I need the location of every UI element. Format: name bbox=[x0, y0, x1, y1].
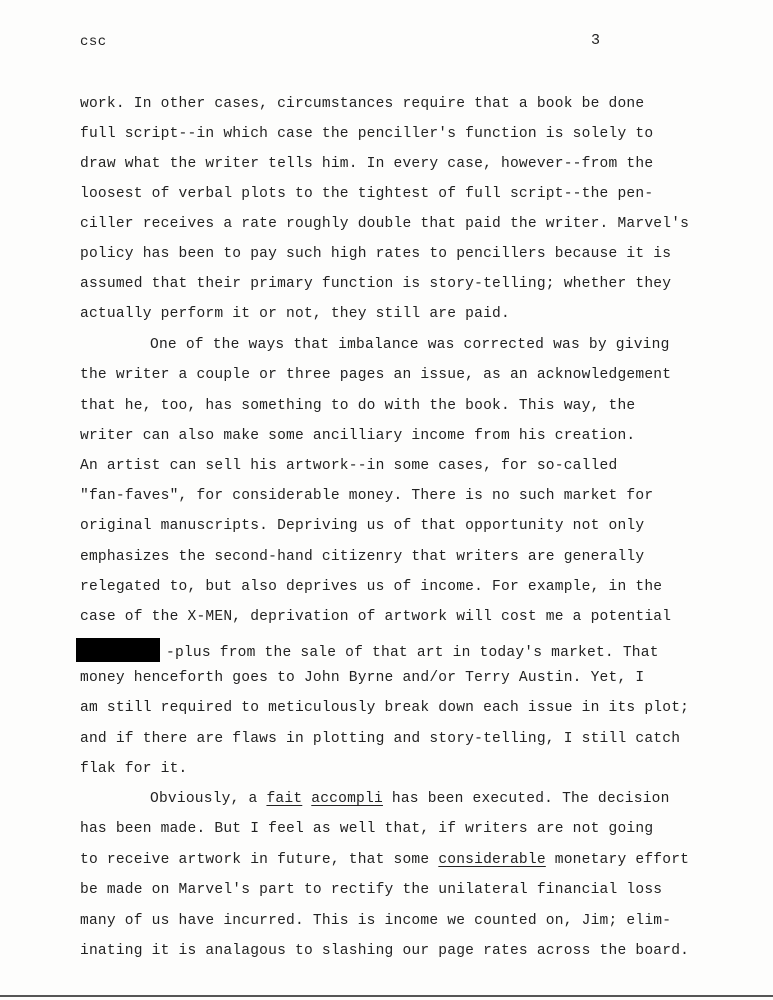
text-line: and if there are flaws in plotting and story-telling, I still catch bbox=[80, 731, 681, 747]
text-line: original manuscripts. Depriving us of that opportunity not only bbox=[80, 518, 645, 534]
text-line bbox=[80, 851, 689, 869]
text-fragment bbox=[302, 791, 311, 807]
text-line: full script--in which case the penciller's function is solely to bbox=[80, 126, 654, 142]
text-line: assumed that their primary function is story-telling; whether they bbox=[80, 276, 672, 292]
text-line: work. In other cases, circumstances require that a book be done bbox=[80, 96, 645, 112]
underlined-text: fait bbox=[266, 791, 303, 807]
text-line: actually perform it or not, they still are paid. bbox=[80, 306, 510, 322]
text-line: case of the X-MEN, deprivation of artwork will cost me a potential bbox=[80, 609, 672, 625]
text-line: the writer a couple or three pages an issue, as an acknowledgement bbox=[80, 367, 672, 383]
text-line: relegated to, but also deprives us of income. For example, in the bbox=[80, 579, 663, 595]
text-line: that he, too, has something to do with the book. This way, the bbox=[80, 398, 636, 414]
text-line: am still required to meticulously break down each issue in its plot; bbox=[80, 700, 690, 716]
text-fragment: has been executed. The decision bbox=[382, 791, 670, 807]
text-line: inating it is analagous to slashing our page rates across the board. bbox=[80, 943, 690, 959]
page-number: 3 bbox=[591, 32, 601, 49]
text-line: emphasizes the second-hand citizenry that writers are generally bbox=[80, 549, 645, 565]
text-line bbox=[150, 790, 670, 808]
text-line: money henceforth goes to John Byrne and/or Terry Austin. Yet, I bbox=[80, 670, 645, 686]
text-line: be made on Marvel's part to rectify the unilateral financial loss bbox=[80, 882, 663, 898]
text-line: "fan-faves", for considerable money. There is no such market for bbox=[80, 488, 654, 504]
scan-edge bbox=[0, 995, 773, 997]
text-line: One of the ways that imbalance was corrected was by giving bbox=[150, 337, 670, 353]
text-line: many of us have incurred. This is income we counted on, Jim; elim- bbox=[80, 913, 672, 929]
text-line: policy has been to pay such high rates to pencillers because it is bbox=[80, 246, 672, 262]
text-line: has been made. But I feel as well that, if writers are not going bbox=[80, 821, 654, 837]
text-line: writer can also make some ancilliary income from his creation. bbox=[80, 428, 636, 444]
text-line: ciller receives a rate roughly double that paid the writer. Marvel's bbox=[80, 216, 690, 232]
underlined-text: considerable bbox=[438, 852, 546, 868]
underlined-text: accompli bbox=[311, 791, 383, 807]
text-fragment: Obviously, a bbox=[150, 791, 267, 807]
text-line: draw what the writer tells him. In every case, however--from the bbox=[80, 156, 654, 172]
header-initials: csc bbox=[80, 34, 107, 50]
text-line-redacted bbox=[80, 638, 659, 662]
redaction-bar bbox=[76, 638, 160, 662]
text-line: loosest of verbal plots to the tightest of full script--the pen- bbox=[80, 186, 654, 202]
text-line: flak for it. bbox=[80, 761, 188, 777]
text-fragment: to receive artwork in future, that some bbox=[80, 852, 439, 868]
text-fragment: -plus from the sale of that art in today's market. That bbox=[166, 645, 659, 661]
text-line: An artist can sell his artwork--in some cases, for so-called bbox=[80, 458, 618, 474]
text-fragment: monetary effort bbox=[545, 852, 690, 868]
